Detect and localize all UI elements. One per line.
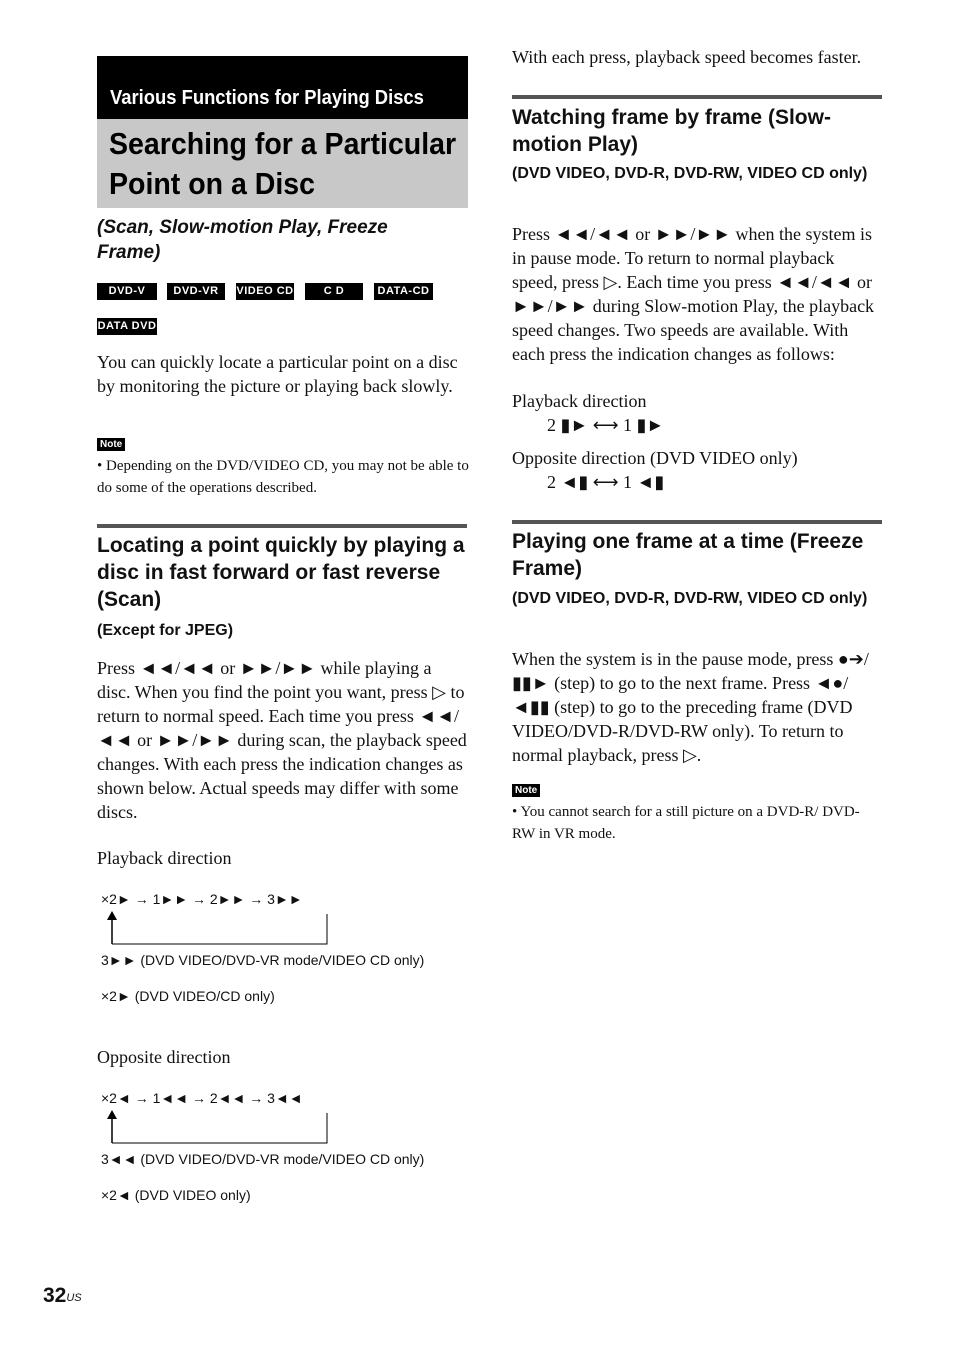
page-subtitle: (Scan, Slow-motion Play, Freeze Frame) (97, 217, 388, 263)
scan-reverse-note-1: 3◄◄ (DVD VIDEO/DVD-VR mode/VIDEO CD only) (101, 1151, 425, 1167)
page-title-line1: Searching for a Particular (109, 126, 457, 161)
note-text-1: • Depending on the DVD/VIDEO CD, you may not be able to do some of the operations described. (97, 458, 469, 496)
badge-data-cd: DATA-CD (374, 283, 433, 300)
intro-paragraph: You can quickly locate a particular point on a disc by monitoring the picture or playing back slowly. (97, 352, 458, 396)
slow-opposite-label: Opposite direction (DVD VIDEO only) (512, 448, 798, 468)
scan-subheading: (Except for JPEG) (97, 622, 234, 639)
scan-forward-note-2: ×2► (DVD VIDEO/CD only) (101, 988, 275, 1004)
section-rule-freeze (512, 520, 882, 524)
scan-reverse-note-2: ×2◄ (DVD VIDEO only) (101, 1187, 251, 1203)
page-number-value: 32 (43, 1284, 67, 1307)
badge-dvd-vr: DVD-VR (167, 283, 225, 300)
slow-opposite-sequence: 2 ◄▮ ⟷ 1 ◄▮ (547, 472, 665, 492)
scan-opposite-label: Opposite direction (97, 1047, 231, 1067)
freeze-body: When the system is in the pause mode, press ●➔/▮▮► (step) to go to the next frame. Press ◄●/◄▮▮ (step) to go to the preceding frame (DVD VIDEO/DVD-R/DVD-RW only). To return to normal playback, press ▷. (512, 649, 869, 765)
note-text-2: • You cannot search for a still picture on a DVD-R/ DVD-RW in VR mode. (512, 804, 860, 842)
scan-reverse-loop-arrow (104, 1109, 344, 1145)
slow-playback-label: Playback direction (512, 391, 647, 411)
slow-subheading: (DVD VIDEO, DVD-R, DVD-RW, VIDEO CD only) (512, 165, 868, 182)
freeze-heading: Playing one frame at a time (Freeze Frame) (512, 530, 864, 580)
note-label-2: Note (512, 784, 540, 797)
badge-cd: C D (305, 283, 363, 300)
scan-reverse-sequence: ×2◄ → 1◄◄ → 2◄◄ → 3◄◄ (101, 1090, 303, 1106)
section-rule-slow (512, 95, 882, 99)
section-rule-scan (97, 524, 467, 528)
scan-forward-note-1: 3►► (DVD VIDEO/DVD-VR mode/VIDEO CD only) (101, 952, 425, 968)
page-number-suffix: US (66, 1292, 82, 1304)
slow-heading: Watching frame by frame (Slow-motion Play) (512, 106, 831, 156)
section-label-text: Various Functions for Playing Discs (110, 87, 424, 109)
badge-video-cd: VIDEO CD (236, 283, 294, 300)
section-label (97, 56, 468, 119)
note-label-1: Note (97, 438, 125, 451)
slow-playback-sequence: 2 ▮► ⟷ 1 ▮► (547, 415, 665, 435)
badge-dvd-v: DVD-V (97, 283, 157, 300)
page-number (43, 1284, 82, 1308)
scan-forward-sequence: ×2► → 1►► → 2►► → 3►► (101, 891, 303, 907)
scan-heading: Locating a point quickly by playing a disc in fast forward or fast reverse (Scan) (97, 534, 465, 611)
freeze-subheading: (DVD VIDEO, DVD-R, DVD-RW, VIDEO CD only) (512, 590, 868, 607)
page-title-line2: Point on a Disc (109, 166, 316, 201)
scan-forward-loop-arrow (104, 910, 344, 946)
scan-playback-label: Playback direction (97, 848, 232, 868)
speed-faster-text: With each press, playback speed becomes faster. (512, 47, 862, 67)
badge-data-dvd: DATA DVD (97, 318, 157, 335)
scan-body: Press ◄◄/◄◄ or ►►/►► while playing a disc. When you find the point you want, press ▷ to return to normal speed. Each time you press ◄◄/◄◄ or ►►/►► during scan, the playback speed changes. With each press the indication changes as shown below. Actual speeds may differ with some discs. (97, 658, 467, 822)
page-title (97, 119, 468, 208)
slow-body: Press ◄◄/◄◄ or ►►/►► when the system is in pause mode. To return to normal playback speed, press ▷. Each time you press ◄◄/◄◄ or ►►/►► during Slow-motion Play, the playback speed changes. Two speeds are available. With each press the indication changes as follows: (512, 224, 875, 364)
